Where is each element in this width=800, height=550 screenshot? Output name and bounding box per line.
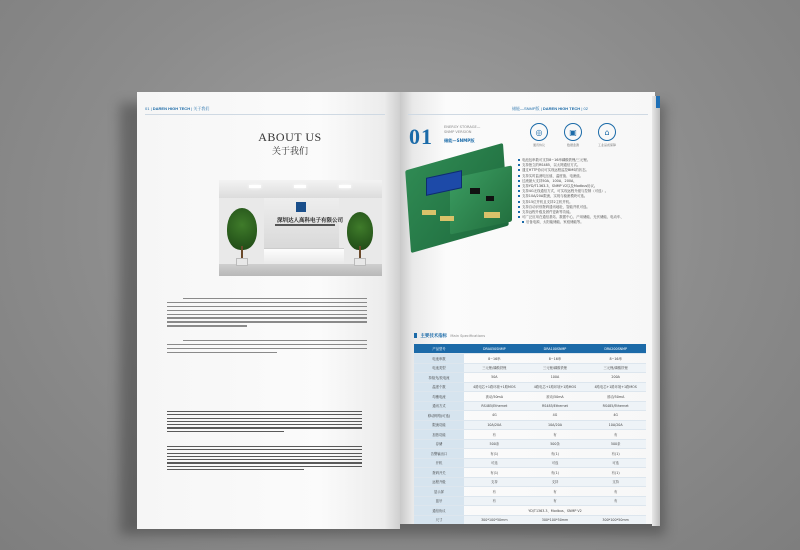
spec-cell: DRA050SNMP [464,344,525,354]
photo-lamp [294,185,306,188]
spec-cell: 50A [464,373,525,383]
spec-cell: 500条 [464,439,525,449]
board-connector [484,212,500,218]
section-number: 01 [409,124,433,149]
feature-item: 支持YD/T1363.3，SNMP V2以及Modbus协议。 [518,184,650,189]
left-header-brand: DAREN HIGH TECH [152,106,191,111]
table-row [414,468,646,478]
spec-row-label: 电池类型 [414,363,464,373]
spec-cell: 被动/50mA [585,392,646,402]
spec-row-label: 移动网络(可选) [414,411,464,421]
left-header-sep: | [150,106,152,111]
spec-cell: 三元锂/磷酸铁锂 [525,363,586,373]
feature-item: 支持远程升级及固件更新等功能。 [518,210,650,215]
spec-table [414,344,646,524]
table-row [414,477,646,487]
right-page-number: 02 [583,106,588,111]
spec-cell: 有 [464,487,525,497]
spec-cell: 8~16串 [525,354,586,364]
table-row [414,354,646,364]
spec-row-label: 电池串数 [414,354,464,364]
spec-cell: 支持 [525,477,586,487]
icon-label-network: 通讯协议 [532,143,545,147]
spec-cell: RS485/Ethernet [525,401,586,411]
photo-lamp [339,185,351,188]
spec-row-label: 告警输出口 [414,449,464,459]
plant-right [347,212,373,250]
feature-item: 后备电源、太阳能储能、家庭储能等。 [518,220,650,225]
intro-text-cn [167,298,367,329]
spec-row-label: 通讯方式 [414,401,464,411]
spec-cell: 300*100*50mm [525,515,586,524]
about-title-en: ABOUT US [258,130,322,144]
spec-cell: DRA100SNMP [525,344,586,354]
left-page [137,92,400,529]
icon-label-factory: 工业品质保障 [597,143,616,147]
chip-icon: ▣ [564,123,582,141]
company-logo-icon [296,202,306,212]
spec-row-label: 持续充/放电流 [414,373,464,383]
spec-title-cn: 主要技术指标 [420,334,447,339]
plant-right-pot [354,258,366,266]
table-row [414,487,646,497]
feature-list [518,158,650,226]
plant-left [227,208,257,250]
photo-lamp [249,185,261,188]
spec-cell: 4G [464,411,525,421]
spec-cell: 三元锂/磷酸铁锂 [464,363,525,373]
table-row [414,496,646,506]
spec-cell: 可选 [525,458,586,468]
table-row [414,420,646,430]
right-header-sep: | [540,106,542,111]
intro-text-cn-2 [167,340,367,356]
right-header-rule [408,114,648,115]
feature-item: 支持10A/20A限流，实现与稳流模块可选。 [518,194,650,199]
spec-cell: 有 [464,496,525,506]
board-chip [486,196,494,201]
icon-label-chip: 数据监测 [566,143,579,147]
feature-item: 可广泛应用在通信基站、数据中心、户用储能、光伏储能、电动车、 [518,215,650,220]
spec-cell: 有(1) [585,449,646,459]
board-chip [470,188,480,194]
table-row [414,363,646,373]
spec-cell: 三元锂/磷酸铁锂 [585,363,646,373]
company-sign-underline [275,224,335,226]
right-header-brand: DAREN HIGH TECH [542,106,581,111]
office-photo [219,180,382,276]
spec-row-label: 拨码开关 [414,468,464,478]
section-title-cn: 储能—SNMP版 [444,138,475,143]
spec-cell: 有(1) [585,468,646,478]
intro-text-en-2 [167,446,362,472]
spec-row-label: 限流功能 [414,420,464,430]
section-title-en-line2: SNMP VERSION [444,130,472,134]
spec-cell: 有 [525,496,586,506]
cover-edge [656,96,660,108]
feature-item: 支持独立的RS485，以太网通信方式。 [518,163,650,168]
table-row [414,458,646,468]
spec-cell: 4路电芯+1路环境+1路MOS [585,382,646,392]
left-header-section: 关于我们 [193,106,210,111]
table-row [414,449,646,459]
feature-item: 支持实时监测电压值、温度值、电流值。 [518,174,650,179]
spec-cell: 有 [585,487,646,497]
spec-cell: 8~16串 [585,354,646,364]
spec-row-label: 均衡电流 [414,392,464,402]
spec-row-label: 开机 [414,458,464,468]
table-row [414,439,646,449]
feature-item: 支持15位并机且支持2主机并机。 [518,200,650,205]
spec-row-label: 产品型号 [414,344,464,354]
spec-cell: 4G [585,411,646,421]
spec-cell: 有 [525,430,586,440]
spec-row-label: 蓝牙 [414,496,464,506]
spec-cell: 有(1) [525,468,586,478]
spec-cell: 被动/50mA [525,392,586,402]
board-connector [440,216,454,221]
spec-cell: RS485/Ethernet [585,401,646,411]
spec-row-label: 加热功能 [414,430,464,440]
left-page-header [145,106,209,112]
spec-cell: 8~16串 [464,354,525,364]
left-header-sep-2: | [191,106,193,111]
about-title-cn: 关于我们 [271,147,308,157]
spec-cell: 可选 [585,458,646,468]
spec-header-row [414,344,646,354]
spec-cell: 被动/50mA [464,392,525,402]
spec-title [414,333,485,339]
table-row [414,515,646,524]
feature-item: 通过HTTP协议可实现远程监控BMS的状态。 [518,168,650,173]
spec-cell: 100A [525,373,586,383]
spec-cell: 有 [585,496,646,506]
right-header-sep-2: | [581,106,583,111]
spec-cell: 支持 [464,477,525,487]
spec-cell: 10A/20A [525,420,586,430]
spec-cell: RS485/Ethernet [464,401,525,411]
table-row [414,401,646,411]
feature-item: 过流最大支持50A、100A、200A， [518,179,650,184]
table-row [414,411,646,421]
network-icon: ◎ [530,123,548,141]
spec-cell: 4路电芯+1路环境+1路MOS [464,382,525,392]
spec-row-label: 远程升级 [414,477,464,487]
spec-cell: 有 [585,430,646,440]
company-sign: 深圳达人高科电子有限公司 [277,218,344,224]
spec-row-label: 通信协议 [414,506,464,516]
table-row [414,382,646,392]
table-row [414,373,646,383]
spec-cell: 4路电芯+1路环境+1路MOS [525,382,586,392]
photo-ceiling [219,180,382,198]
page-stack-edge [652,96,660,526]
section-title-en [444,125,480,135]
board-connector [422,210,436,215]
spec-row-label: 温度个数 [414,382,464,392]
left-page-number: 01 [145,106,150,111]
intro-text-en [167,411,362,434]
spec-cell: YD/T1363.3、Modbus、SNMP V2 [464,506,646,516]
spec-cell: 可选 [464,458,525,468]
spec-title-en: Main Specifications [450,334,486,338]
feature-item: 电池包串数可支持8~16串磷酸铁锂/三元锂。 [518,158,650,163]
right-page-header [512,106,588,112]
factory-icon: ⌂ [598,123,616,141]
spec-cell: 有(1) [525,449,586,459]
spec-cell: 有(1) [464,449,525,459]
spec-cell: DRA200SNMP [585,344,646,354]
plant-left-pot [236,258,248,266]
feature-item: 支持4G无线通信方式，可实现远程升级与控制（可选）。 [518,189,650,194]
spec-cell: 200A [585,373,646,383]
spec-cell: 500条 [525,439,586,449]
right-page [400,92,655,524]
spec-cell: 300*100*50mm [585,515,646,524]
spec-row-label: 存储 [414,439,464,449]
spec-cell: 有(1) [464,468,525,478]
spec-row-label: 显示屏 [414,487,464,497]
table-row [414,392,646,402]
spec-cell: 300*100*50mm [464,515,525,524]
spec-cell: 10A/20A [464,420,525,430]
spec-cell: 支持 [585,477,646,487]
spec-cell: 有 [525,487,586,497]
feature-item: 支持自动识别拨码通讯地址，智能并机可选。 [518,205,650,210]
spec-cell: 500条 [585,439,646,449]
right-header-section: 储能—SNMP版 [512,106,540,111]
spec-cell: 有 [464,430,525,440]
table-row [414,506,646,516]
spec-row-label: 尺寸 [414,515,464,524]
left-header-rule [145,114,385,115]
spec-cell: 10A/20A [585,420,646,430]
section-title-en-line1: ENERGY STORAGE— [444,125,481,129]
spec-cell: 4G [525,411,586,421]
table-row [414,430,646,440]
